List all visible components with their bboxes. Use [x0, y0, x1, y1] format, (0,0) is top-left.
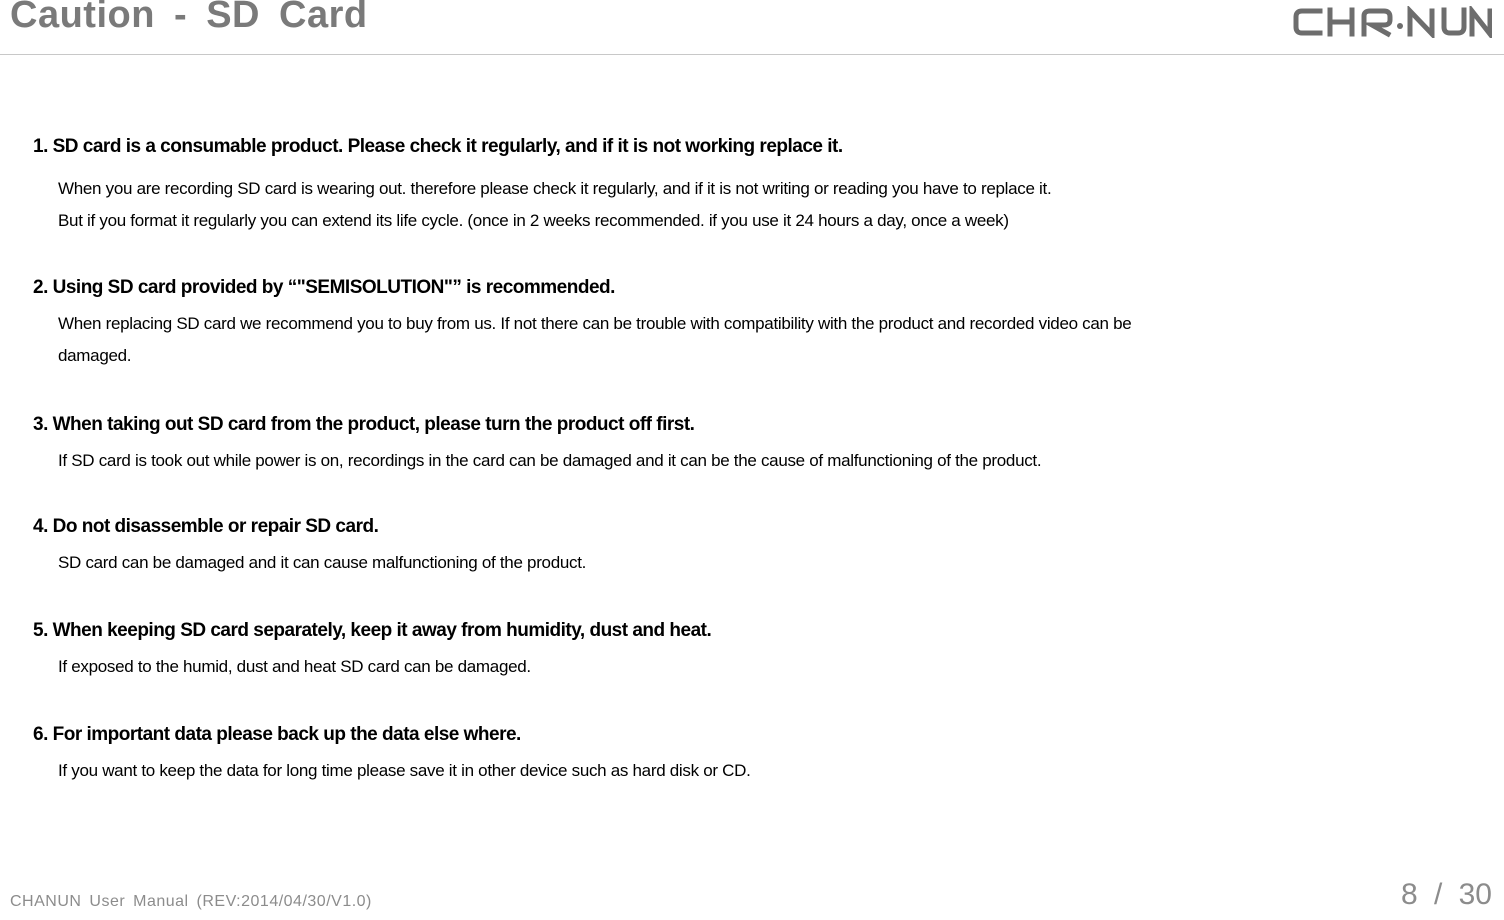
- section-heading: 4. Do not disassemble or repair SD card.: [33, 516, 379, 537]
- section-body-line: If SD card is took out while power is on, recordings in the card can be damaged and it can be the cause of malfunctioning of the product.: [58, 451, 1042, 470]
- caution-section-5: [33, 619, 1473, 683]
- section-body-line: If you want to keep the data for long time please save it in other device such as hard disk or CD.: [58, 761, 751, 780]
- caution-section-2: [33, 276, 1473, 372]
- section-body-line: But if you format it regularly you can extend its life cycle. (once in 2 weeks recommended. if you use it 24 hours a day, once a week): [58, 211, 1009, 230]
- section-heading: 5. When keeping SD card separately, keep it away from humidity, dust and heat.: [33, 620, 712, 641]
- caution-section-1: [33, 135, 1473, 237]
- section-heading: 2. Using SD card provided by “"SEMISOLUTION"” is recommended.: [33, 277, 615, 298]
- manual-version-label: CHANUN User Manual (REV:2014/04/30/V1.0): [10, 893, 372, 910]
- section-body-line: When you are recording SD card is wearing out. therefore please check it regularly, and if it is not writing or reading you have to replace it.: [58, 179, 1052, 198]
- chanun-logo: [1292, 6, 1492, 38]
- section-heading: 6. For important data please back up the data else where.: [33, 724, 521, 745]
- caution-section-6: [33, 723, 1473, 787]
- section-body-line: If exposed to the humid, dust and heat SD card can be damaged.: [58, 657, 531, 676]
- section-body-line: damaged.: [58, 346, 132, 365]
- section-body-line: When replacing SD card we recommend you to buy from us. If not there can be trouble with compatibility with the product and recorded video can be: [58, 314, 1132, 333]
- section-heading: 1. SD card is a consumable product. Please check it regularly, and if it is not working replace it.: [33, 136, 843, 157]
- section-body-line: SD card can be damaged and it can cause malfunctioning of the product.: [58, 553, 587, 572]
- section-heading: 3. When taking out SD card from the product, please turn the product off first.: [33, 414, 695, 435]
- page-number: 8 / 30: [1400, 878, 1492, 911]
- page-title: Caution - SD Card: [10, 0, 368, 36]
- caution-section-3: [33, 413, 1473, 477]
- header-divider: [0, 54, 1504, 55]
- caution-section-4: [33, 515, 1473, 579]
